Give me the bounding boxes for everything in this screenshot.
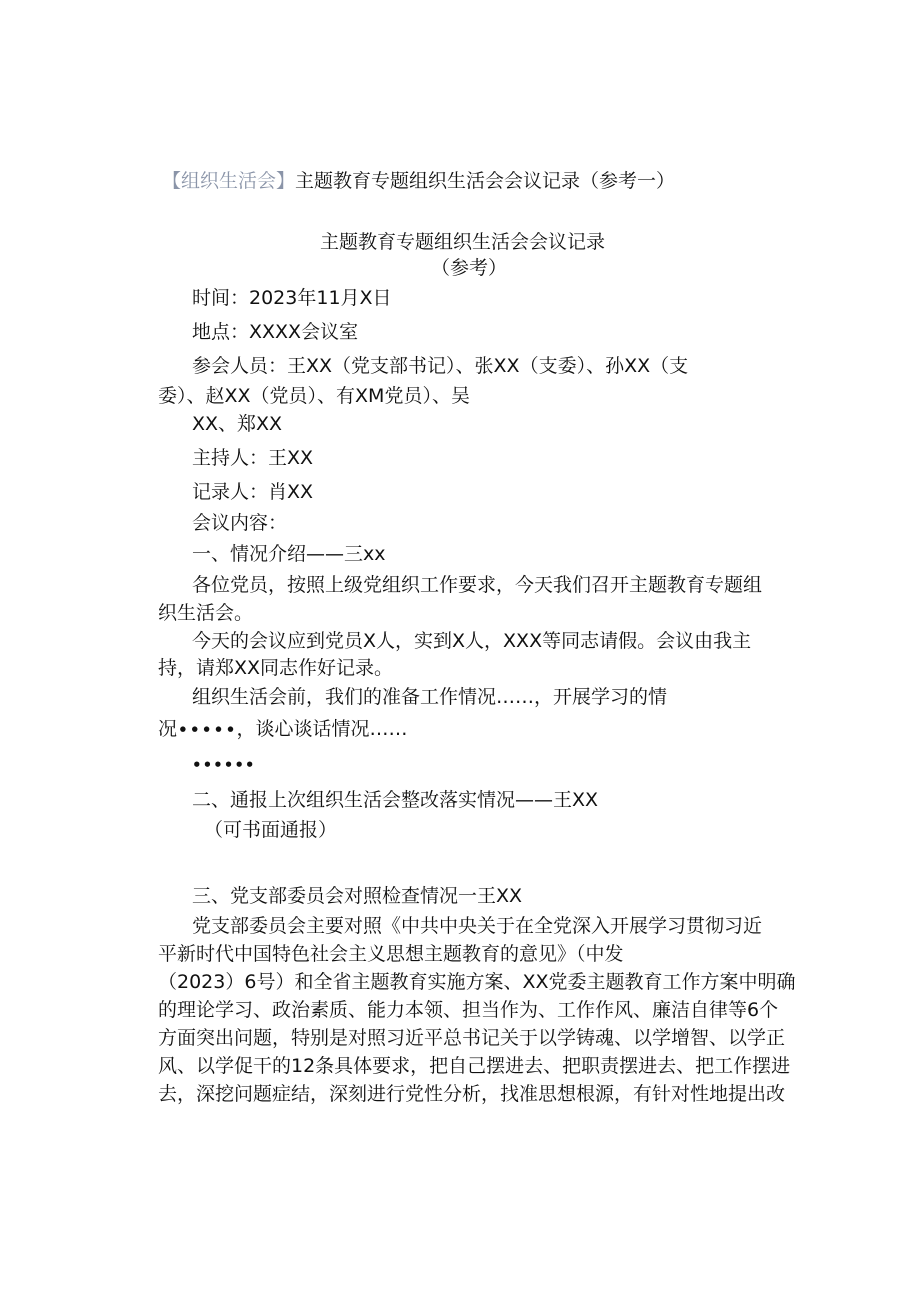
ellipsis-dots: •••••• <box>192 756 256 774</box>
section3-line6: 风、以学促干的12条具体要求，把自己摆进去、把职责摆进去、把工作摆进 <box>158 1055 791 1077</box>
header-tag: 【组织生活会】 <box>162 170 296 192</box>
section1-p2-line1: 今天的会议应到党员X人，实到X人，XXX等同志请假。会议由我主 <box>192 630 752 652</box>
meta-attendees-line2: 委）、赵XX（党员）、有XM党员）、吴 <box>158 385 470 407</box>
header-title: 主题教育专题组织生活会会议记录（参考一） <box>295 170 676 192</box>
meta-attendees-line1: 参会人员：王XX（党支部书记）、张XX（支委）、孙XX（支 <box>192 355 689 377</box>
section2-note: （可书面通报） <box>204 819 338 841</box>
section3-line7: 去，深挖问题症结，深刻进行党性分析，找准思想根源，有针对性地提出改 <box>158 1083 786 1105</box>
meta-place: 地点：XXXX会议室 <box>192 321 359 343</box>
section3-heading: 三、党支部委员会对照检查情况一王XX <box>192 885 523 907</box>
doc-subtitle: （参考） <box>431 257 508 279</box>
section3-line1: 党支部委员会主要对照《中共中央关于在全党深入开展学习贯彻习近 <box>192 915 763 937</box>
doc-title: 主题教育专题组织生活会会议记录 <box>320 231 606 253</box>
section3-line5: 方面突出问题，特别是对照习近平总书记关于以学铸魂、以学增智、以学正 <box>158 1027 786 1049</box>
section2-heading: 二、通报上次组织生活会整改落实情况——王XX <box>192 789 599 811</box>
meta-host: 主持人：王XX <box>192 447 314 469</box>
section3-line3: （2023）6号）和全省主题教育实施方案、XX党委主题教育工作方案中明确 <box>158 971 796 993</box>
section3-line4: 的理论学习、政治素质、能力本领、担当作为、工作作风、廉洁自律等6个 <box>158 999 779 1021</box>
meta-attendees-line3: XX、郑XX <box>192 413 283 435</box>
meta-time: 时间：2023年11月X日 <box>192 287 392 309</box>
document-header <box>162 167 675 195</box>
section3-line2: 平新时代中国特色社会主义思想主题教育的意见》（中发 <box>158 943 624 965</box>
section1-p1-line2: 织生活会。 <box>158 602 254 624</box>
section1-p1-line1: 各位党员，按照上级党组织工作要求，今天我们召开主题教育专题组 <box>192 574 763 596</box>
section1-heading: 一、情况介绍——三xx <box>192 543 386 565</box>
section1-p2-line2: 持，请郑XX同志作好记录。 <box>158 657 394 679</box>
section1-p3-line2: 况∙∙∙∙∙，谈心谈话情况…… <box>158 718 408 740</box>
meta-content-label: 会议内容： <box>192 512 288 534</box>
meta-recorder: 记录人：肖XX <box>192 481 314 503</box>
section1-p3-line1: 组织生活会前，我们的准备工作情况……，开展学习的情 <box>192 686 668 708</box>
